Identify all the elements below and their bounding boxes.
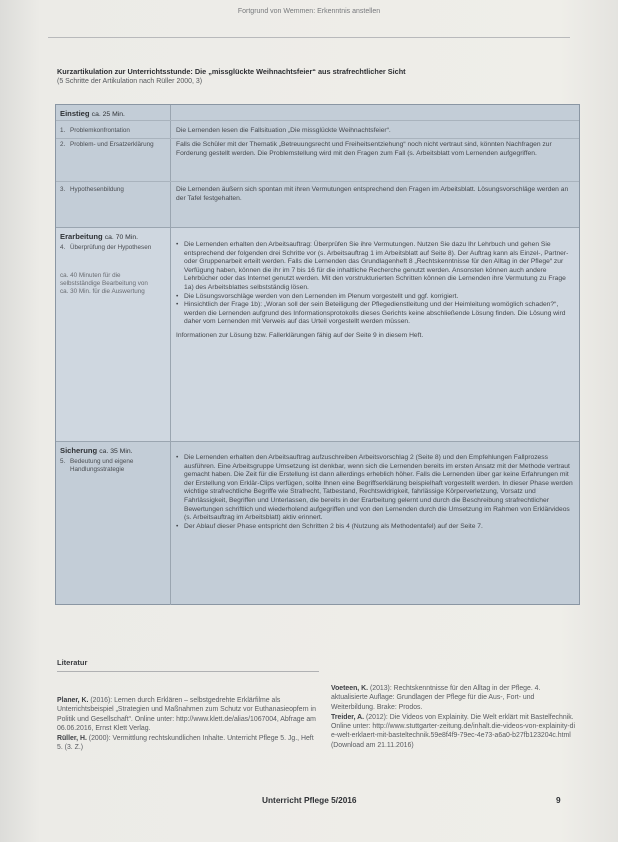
divider [56, 138, 579, 139]
phase-title: Einstieg ca. 25 Min. [60, 109, 125, 118]
phase-left-column [56, 228, 171, 442]
kurzartikulation-subtitle: (5 Schritte der Artikulation nach Rüller 2000, 3) [57, 78, 203, 85]
reference: Voeteen, K. (2013): Rechtskenntnisse für den Alltag in der Pflege. 4. aktualisierte Auflage: Grundlagen der Pflege für die Aus-, Fort- und Weiterbildung. Brake: Prodos. [331, 685, 541, 711]
reference: Rüller, H. (2000): Vermittlung rechtskundlichen Inhalte. Unterricht Pflege 5. Jg., Heft 5. (3. Z.) [57, 735, 314, 752]
reference: Treider, A. (2012): Die Videos von Explainity. Die Welt erklärt mit Bastelfechnik. Online unter: http://www.stuttgarter-zeitung.de/inhalt.die-videos-von-explainity-die-welt-erklaert-mit-basteltechnik.59e8f4f9-79ec-4e73-a6a0-b27fb123204c.html (Download am 21.11.2016) [331, 713, 575, 749]
literature-heading: Literatur [57, 658, 88, 667]
phase-sicherung [56, 441, 579, 605]
phase-duration: ca. 35 Min. [99, 448, 133, 455]
step-text: Die Lernenden lesen die Fallsituation „Die missglückte Weihnachtsfeier“. [176, 127, 391, 134]
phase-duration: ca. 25 Min. [91, 111, 125, 118]
bullet-item: • Die Lernenden erhalten den Arbeitsauftrag aufzuschreiben Arbeitsvorschlag 2 (Seite 8) und den Empfehlungen Fallprozess ausführen. Eine Arbeitsgruppe Umsetzung ist denkbar, wenn sich die Lernenden bereits im ersten Ansatz mit der Methode vertraut gemacht haben. Die Zeit für die Erstellung ist dann allerdings erheblich höher. Falls die Lernenden über gar keine Erfahrungen mit der Erstellung von Erklär-Clips verfügen, sollte Ihnen eine Begriffserklärung beispielhaft vorgestellt werden. In dieser Phase werden wichtige strafrechtliche Begriffe wie Strafrecht, Tatbestand, Rechtswidrigkeit, fahrlässige Körperverletzung, Vorsatz und Fahrlässigkeit, Begriffen und Unterlassen, die bereits in der Erarbeitung gelernt und durch die Beschreibung strafrechtlicher Bewertungen schriftlich und wiederholend aufgegriffen und von den Lernenden durch die Umsetzung im Rahmen von Erklärvideos (s. Arbeitsauftrag im Arbeitsblatt) aktiv erinnert. [176, 454, 574, 523]
literature-rule [57, 671, 319, 672]
bullet-item: • Die Lösungsvorschläge werden von den Lernenden im Plenum vorgestellt und ggf. korrigiert. [176, 293, 574, 302]
step-label: 3. Hypothesenbildung [60, 186, 124, 193]
step-label: 1. Problemkonfrontation [60, 127, 130, 134]
lesson-table [55, 104, 580, 605]
divider [56, 120, 579, 121]
step-text: Falls die Schüler mit der Thematik „Betreuungsrecht und Freiheitsentziehung“ noch nicht vertraut sind, könnten Nachfragen zur Forderung gestellt werden. Die Problemstellung wird mit den Fragen zum Fall (s. Arbeitsblatt vom Lernenden aufgegriffen. [176, 141, 552, 157]
bullet-item: • Der Ablauf dieser Phase entspricht den Schritten 2 bis 4 (Nutzung als Methodentafel) auf der Seite 7. [176, 523, 574, 532]
literature-right [331, 684, 575, 751]
phase-title: Erarbeitung ca. 70 Min. [60, 232, 138, 241]
step-label: 4. Überprüfung der Hypothesen [60, 244, 152, 251]
footer-journal: Unterricht Pflege 5/2016 [262, 795, 357, 805]
bullet-item: • Die Lernenden erhalten den Arbeitsauftrag: Überprüfen Sie ihre Vermutungen. Nutzen Sie dazu Ihr Lehrbuch und gehen Sie entsprechend der folgenden drei Schritte vor (s. Arbeitsauftrag 1 im Arbeitsblatt auf Seite 8). Der Auftrag kann als Einzel-, Partner- oder Gruppenarbeit erteilt werden. Falls die Lernenden das Grundlagenheft 8 „Rechtskenntnisse für den Alltag in der Pflege“ zur Verfügung haben, können die ihr im 7 bis 16 für die inhaltliche Recherche genutzt werden. Ansonsten können auch andere Lehrbücher oder das Internet genutzt werden. Mit den vorstrukturierten Schritten können die Lernenden ihre Vermutung zu Frage 1a) des Arbeitsblattes selbstständig lösen. [176, 241, 574, 293]
phase-einstieg [56, 105, 579, 227]
running-head: Fortgrund von Wemmen: Erkenntnis anstellen [237, 8, 381, 15]
divider [56, 181, 579, 182]
header-rule [48, 37, 570, 38]
step-label: 5. Bedeutung und eigene Handlungsstrategie [60, 458, 134, 473]
sicherung-content [176, 454, 574, 531]
page-number: 9 [556, 795, 561, 805]
erarbeitung-content [176, 241, 574, 341]
time-note: ca. 40 Minuten für die selbstständige Bearbeitung von ca. 30 Min. für die Auswertung [60, 272, 148, 295]
phase-title: Sicherung ca. 35 Min. [60, 446, 133, 455]
phase-duration: ca. 70 Min. [104, 234, 138, 241]
literature-left [57, 696, 319, 754]
bullet-item: • Hinsichtlich der Frage 1b): „Woran soll der sein Beteiligung der Pflegedienstleitung und der Heimleitung womöglich schaden?“, werden die Lernenden aufgrund des Informationsprotokolls dieses Gerichts keine abschließende Lösung finden. Die Lösung wird daher vom Lernenden mit Verweis auf das Urteil vorgestellt werden müssen. [176, 301, 574, 327]
reference: Planer, K. (2016): Lernen durch Erklären – selbstgedrehte Erklärfilme als Unterrichtsbeispiel „Strategien und Maßnahmen zum Schutz vor Euthanasieopfern in Politik und Gesellschaft“. Online unter: http://www.klett.de/alias/1067004, Abfrage am 06.06.2016, Ernst Klett Verlag. [57, 697, 316, 732]
info-line: Informationen zur Lösung bzw. Fallerklärungen fähig auf der Seite 9 in diesem Heft. [176, 331, 424, 339]
step-label: 2. Problem- und Ersatzerklärung [60, 141, 154, 148]
phase-erarbeitung [56, 227, 579, 442]
step-text: Die Lernenden äußern sich spontan mit ihren Vermutungen entsprechend den Fragen im Arbeitsblatt. Lösungsvorschläge werden an der Tafel festgehalten. [176, 186, 569, 202]
kurzartikulation-title: Kurzartikulation zur Unterrichtsstunde: Die „missglückte Weihnachtsfeier“ aus strafrechtlicher Sicht [57, 67, 406, 76]
phase-left-column [56, 105, 171, 227]
